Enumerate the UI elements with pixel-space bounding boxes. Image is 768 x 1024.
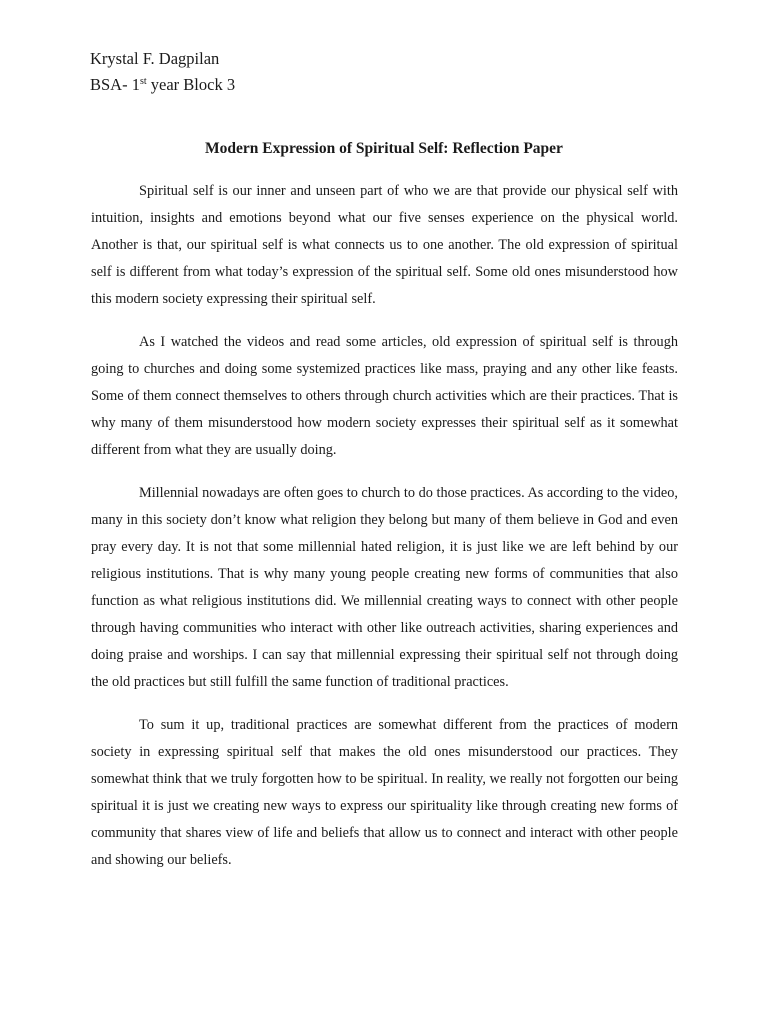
course-block: [90, 72, 235, 98]
course-suffix: year Block 3: [146, 75, 236, 94]
course-prefix: BSA- 1: [90, 75, 140, 94]
paragraph-4: To sum it up, traditional practices are somewhat different from the practices of modern society in expressing spiritual self that makes the old ones misunderstood our practices. They somewhat think that we truly forgotten how to be spiritual. In reality, we really not forgotten our being spiritual it is just we creating new ways to express our spirituality like through creating new forms of community that shares view of life and beliefs that allow us to connect and interact with other people and showing our beliefs.: [91, 717, 678, 868]
paragraph-1: Spiritual self is our inner and unseen part of who we are that provide our physical self with intuition, insights and emotions beyond what our five senses experience on the physical world. Another is that, our spiritual self is what connects us to one another. The old expression of spiritual self is different from what today’s expression of the spiritual self. Some old ones misunderstood how this modern society expressing their spiritual self.: [91, 183, 678, 307]
course-superscript: st: [139, 76, 147, 87]
paragraph-3: Millennial nowadays are often goes to church to do those practices. As according to the video, many in this society don’t know what religion they belong but many of them believe in God and even pray every day. It is not that some millennial hated religion, it is just like we are left behind by our religious institutions. That is why many young people creating new forms of communities that also function as what religious institutions did. We millennial creating ways to connect with other people through having communities who interact with other like outreach activities, sharing experiences and doing praise and worships. I can say that millennial expressing their spiritual self not through doing the old practices but still fulfill the same function of traditional practices.: [91, 485, 678, 690]
paper-body: [91, 178, 678, 890]
author-header: [90, 46, 235, 98]
paragraph-2: As I watched the videos and read some articles, old expression of spiritual self is through going to churches and doing some systemized practices like mass, praying and any other like feasts. Some of them connect themselves to others through church activities which are their practices. That is why many of them misunderstood how modern society expresses their spiritual self as it somewhat different from what they are usually doing.: [91, 334, 678, 458]
author-name: Krystal F. Dagpilan: [90, 49, 220, 68]
paper-title: Modern Expression of Spiritual Self: Reflection Paper: [205, 140, 563, 157]
